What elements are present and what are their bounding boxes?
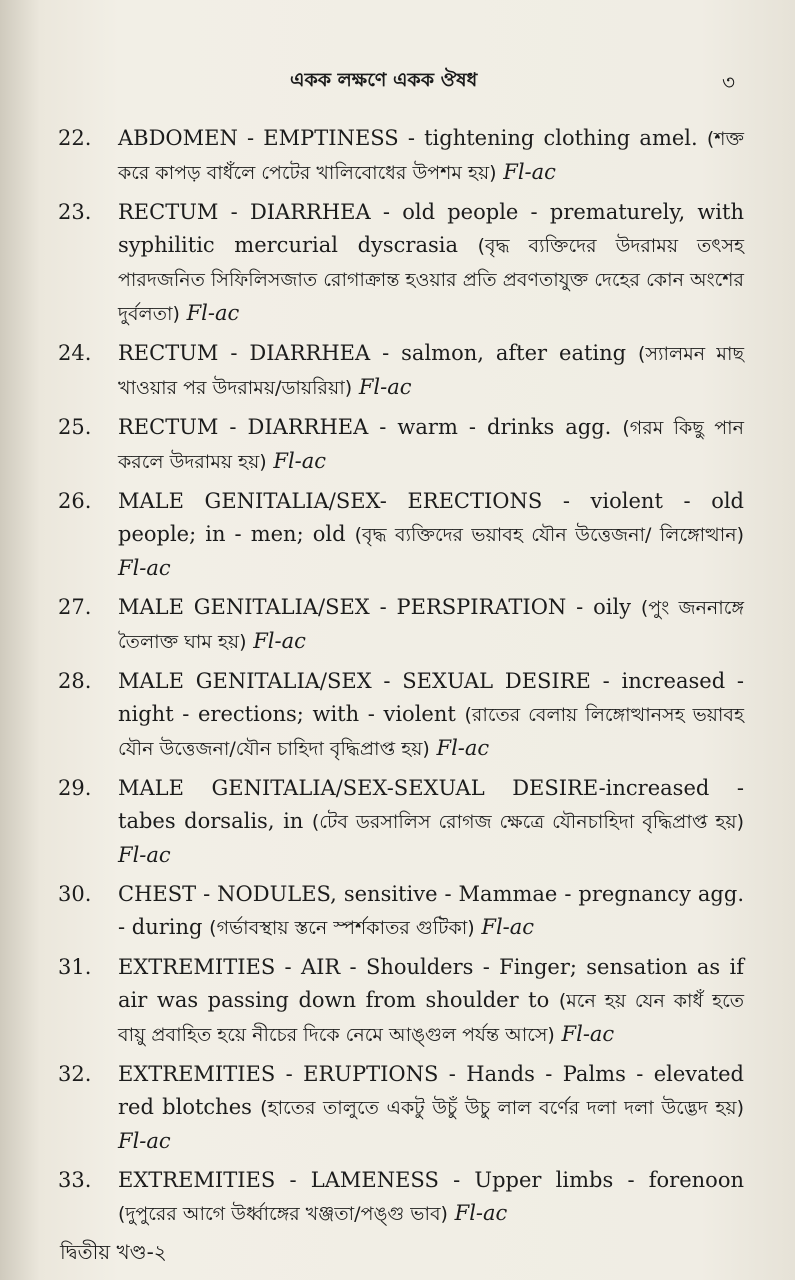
entry-22 — [58, 122, 744, 190]
entry-32 — [58, 1058, 744, 1158]
rubric-bengali: (রাতের বেলায় লিঙ্গোত্থানসহ ভয়াবহ যৌন উত্তেজনা/যৌন চাহিদা বৃদ্ধিপ্রাপ্ত হয়) — [118, 704, 744, 760]
remedy-abbreviation: Fl-ac — [186, 301, 240, 325]
entry-text — [118, 337, 744, 405]
volume-footer: দ্বিতীয় খণ্ড-২ — [60, 1240, 167, 1264]
entry-number: 23. — [58, 200, 92, 224]
entry-text — [118, 485, 744, 585]
rubric-bengali: (বৃদ্ধ ব্যক্তিদের ভয়াবহ যৌন উত্তেজনা/ লিঙ্গোত্থান) — [354, 524, 744, 546]
entry-number: 29. — [58, 776, 92, 800]
rubric-english: RECTUM - DIARRHEA - warm - drinks agg. — [118, 415, 612, 439]
rubric-bengali: (বৃদ্ধ ব্যক্তিদের উদরাময় তৎসহ পারদজনিত সিফিলিসজাত রোগাক্রান্ত হওয়ার প্রতি প্রবণতাযুক্ত দেহের কোন অংশের দুর্বলতা) — [118, 235, 744, 325]
header-title: একক লক্ষণে একক ঔষধ — [290, 69, 478, 91]
entry-number: 24. — [58, 341, 92, 365]
entry-text — [118, 196, 744, 331]
rubric-bengali: (গরম কিছু পান করলে উদরাময় হয়) — [118, 417, 745, 473]
page-number: ৩ — [722, 70, 736, 94]
entry-list — [58, 122, 744, 1237]
rubric-english: RECTUM - DIARRHEA - salmon, after eating — [118, 341, 627, 365]
entry-number: 22. — [58, 126, 92, 150]
entry-30 — [58, 878, 744, 945]
rubric-english: MALE GENITALIA/SEX- ERECTIONS - violent - old people; in - men; old — [118, 489, 744, 546]
rubric-bengali: (দুপুরের আগে উর্ধ্বাঙ্গের খঞ্জতা/পঙ্গু ভাব) — [118, 1203, 448, 1225]
entry-number: 31. — [58, 955, 92, 979]
remedy-abbreviation: Fl-ac — [454, 1201, 508, 1225]
entry-29 — [58, 772, 744, 872]
entry-33 — [58, 1164, 744, 1231]
entry-text — [118, 665, 744, 766]
entry-28 — [58, 665, 744, 766]
entry-text — [118, 772, 744, 872]
entry-text — [118, 122, 744, 190]
remedy-abbreviation: Fl-ac — [358, 375, 412, 399]
entry-text — [118, 878, 744, 945]
entry-text — [118, 1164, 744, 1231]
entry-number: 28. — [58, 669, 92, 693]
rubric-bengali: (স্যালমন মাছ খাওয়ার পর উদরাময়/ডায়রিয়া) — [118, 343, 744, 399]
running-header — [0, 66, 795, 98]
rubric-bengali: (পুং জননাঙ্গে তৈলাক্ত ঘাম হয়) — [118, 597, 744, 653]
rubric-english: EXTREMITIES - LAMENESS - Upper limbs - forenoon — [118, 1168, 744, 1192]
rubric-english: ABDOMEN - EMPTINESS - tightening clothing amel. — [118, 126, 698, 150]
rubric-english: CHEST - NODULES, sensitive - Mammae - pregnancy agg. - during — [118, 882, 744, 939]
rubric-english: EXTREMITIES - ERUPTIONS - Hands - Palms - elevated red blotches — [118, 1062, 744, 1119]
entry-text — [118, 951, 744, 1052]
entry-24 — [58, 337, 744, 405]
entry-number: 33. — [58, 1168, 92, 1192]
entry-23 — [58, 196, 744, 331]
entry-number: 26. — [58, 489, 92, 513]
remedy-abbreviation: Fl-ac — [481, 915, 535, 939]
rubric-english: RECTUM - DIARRHEA - old people - prematurely, with syphilitic mercurial dyscrasia — [118, 200, 744, 257]
rubric-english: MALE GENITALIA/SEX - PERSPIRATION - oily — [118, 595, 632, 619]
entry-text — [118, 1058, 744, 1158]
entry-number: 30. — [58, 882, 92, 906]
rubric-bengali: (টেব ডরসালিস রোগজ ক্ষেত্রে যৌনচাহিদা বৃদ্ধিপ্রাপ্ত হয়) — [311, 811, 744, 833]
remedy-abbreviation: Fl-ac — [436, 736, 490, 760]
entry-25 — [58, 411, 744, 479]
remedy-abbreviation: Fl-ac — [253, 629, 306, 653]
rubric-bengali: (মনে হয় যেন কাধঁ হতে বায়ু প্রবাহিত হয়ে নীচের দিকে নেমে আঙ্গুল পর্যন্ত আসে) — [118, 990, 744, 1046]
rubric-bengali: (শক্ত করে কাপড় বাধঁলে পেটের খালিবোধের উপশম হয়) — [118, 128, 744, 184]
entry-number: 25. — [58, 415, 92, 439]
remedy-abbreviation: Fl-ac — [561, 1022, 615, 1046]
entry-text — [118, 411, 744, 479]
rubric-bengali: (হাতের তালুতে একটু উচুঁ উচু লাল বর্ণের দলা দলা উদ্ভেদ হয়) — [260, 1097, 744, 1119]
rubric-english: MALE GENITALIA/SEX-SEXUAL DESIRE-increased - tabes dorsalis, in — [118, 776, 744, 833]
entry-27 — [58, 591, 744, 659]
entry-31 — [58, 951, 744, 1052]
remedy-abbreviation: Fl-ac — [503, 160, 556, 184]
rubric-english: MALE GENITALIA/SEX - SEXUAL DESIRE - increased - night - erections; with - violent — [118, 669, 744, 726]
rubric-english: EXTREMITIES - AIR - Shoulders - Finger; sensation as if air was passing down from shoulder to — [118, 955, 744, 1012]
entry-number: 32. — [58, 1062, 92, 1086]
remedy-abbreviation: Fl-ac — [118, 1129, 171, 1153]
rubric-bengali: (গর্ভাবস্থায় স্তনে স্পর্শকাতর গুটিকা) — [209, 917, 475, 939]
remedy-abbreviation: Fl-ac — [273, 449, 327, 473]
entry-text — [118, 591, 744, 659]
entry-number: 27. — [58, 595, 92, 619]
remedy-abbreviation: Fl-ac — [118, 556, 171, 580]
entry-26 — [58, 485, 744, 585]
remedy-abbreviation: Fl-ac — [118, 843, 171, 867]
